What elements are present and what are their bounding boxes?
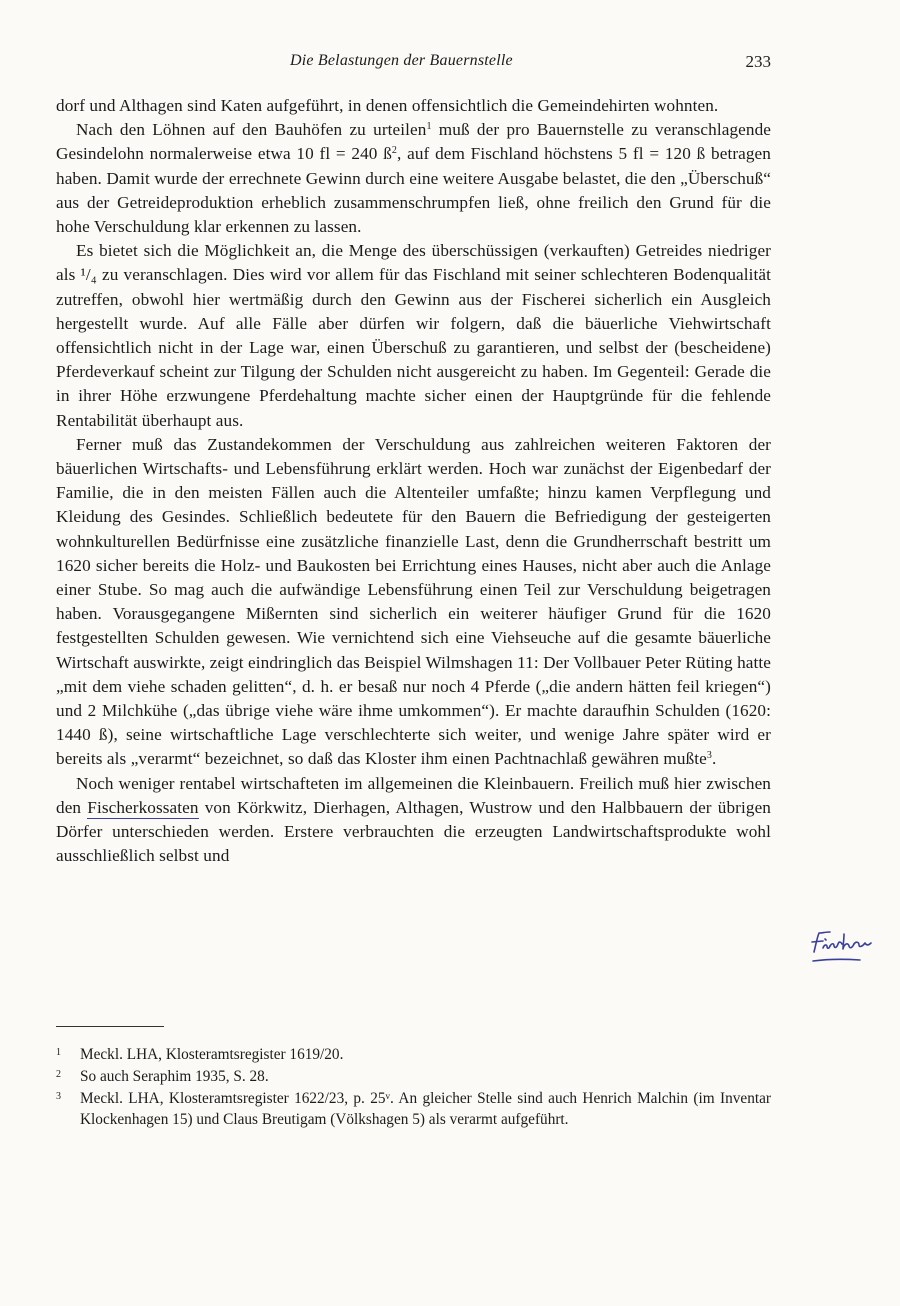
footnote-ref-1: 1 [426,121,432,133]
footnote-ref-2: 2 [391,145,398,157]
underlined-fischerkossaten: Fischerkossaten [87,797,199,817]
page-header [56,52,771,74]
paragraph-continued: dorf und Althagen sind Katen aufgeführt, in denen offensichtlich die Gemeindehirten wohnten. [56,96,719,115]
handwritten-fischer-icon [808,928,880,968]
paragraph-kleinbauern: Noch weniger rentabel wirtschafteten im allgemeinen die Kleinbauern. Freilich muß hier zwischen den Fischerkossaten von Körkwitz, Dierhagen, Althagen, Wustrow und den Halbbauern der übrigen Dörfer unterschieden werden. Erstere verbrauchten die erzeugten Landwirtschaftsprodukte wohl ausschließlich selbst und [56,773,771,866]
running-title: Die Belastungen der Bauernstelle [290,52,513,69]
body-text [56,94,771,869]
footnotes [56,1044,771,1131]
handwritten-margin-note [808,928,880,973]
paragraph-getreide: Es bietet sich die Möglichkeit an, die Menge des überschüssigen (verkauften) Getreides niedriger als ¹/₄ zu veranschlagen. Dies wird vor allem für das Fischland mit seiner schlechteren Bodenqualität zutreffen, obwohl hier wertmäßig durch den Gewinn aus der Fischerei sicherlich ein Ausgleich hergestellt wurde. Auf alle Fälle aber dürfen wir folgern, daß die bäuerliche Viehwirtschaft offensichtlich nicht in der Lage war, einen Überschuß zu garantieren, und selbst der (bescheidene) Pferdeverkauf scheint zur Tilgung der Schulden nicht ausgereicht zu haben. Im Gegenteil: Gerade die in ihrer Höhe erzwungene Pferdehaltung machte sicher einen der Hauptgründe für die fehlende Rentabilität überhaupt aus. [56,241,771,430]
footnote-1: 1 Meckl. LHA, Klosteramtsregister 1619/20. [56,1046,344,1063]
fraction-quarter: ¹/₄ [80,265,97,285]
footnote-2: 2 So auch Seraphim 1935, S. 28. [56,1067,269,1085]
paragraph-verschuldung: Ferner muß das Zustandekommen der Verschuldung aus zahlreichen weiteren Faktoren der bäuerlichen Wirtschafts- und Lebensführung erklärt werden. Hoch war zunächst der Eigenbedarf der Familie, die in den meisten Fällen auch die Altenteiler umfaßte; hinzu kamen Verpflegung und Kleidung des Gesindes. Schließlich bedeutete für den Bauern die Befriedigung der gesteigerten wohnkulturellen Bedürfnisse eine zusätzliche finanzielle Last, denn die Grundherrschaft bestritt um 1620 sicher bereits die Holz- und Baukosten bei Errichtung eines Hauses, nicht aber auch die Anlage einer Stube. So mag auch die aufwändige Lebensführung einen Teil zur Verschuldung beigetragen haben. Vorausgegangene Mißernten sind sicherlich ein weiterer häufiger Grund für die 1620 festgestellten Schulden gewesen. Wie vernichtend sich eine Viehseuche auf die gesamte bäuerliche Wirtschaft auswirkte, zeigt eindringlich das Beispiel Wilmshagen 11: Der Vollbauer Peter Rüting hatte „mit dem viehe schaden gelitten“, d. h. er besaß nur noch 4 Pferde („die andern hätten feil kriegen“) und 2 Milchkühe („das übrige viehe wäre ihme umkommen“). Er machte daraufhin Schulden (1620: 1440 ß), seine wirtschaftliche Lage verschlechterte sich weiter, und wenige Jahre später wird er bereits als „verarmt“ bezeichnet, so daß das Kloster ihm einen Pachtnachlaß gewähren mußte$^3$. [56,434,771,769]
paragraph-gesindelohn: Nach den Löhnen auf den Bauhöfen zu urteilen$^1$ muß der pro Bauernstelle zu veranschlagende Gesindelohn normalerweise etwa 10 fl = 240 $ß^2$, auf dem Fischland höchstens 5 fl = 120 ß betragen haben. Damit wurde der errechnete Gewinn durch eine weitere Ausgabe belastet, die den „Überschuß“ aus der Getreideproduktion erheblich zusammenschrumpfen ließ, ohne freilich den Grund für die hohe Verschuldung klar erkennen zu lassen. [56,120,771,237]
footnote-divider [56,1026,164,1027]
footnote-3: 3 Meckl. LHA, Klosteramtsregister 1622/23, p. 25ᵛ. An gleicher Stelle sind auch Henrich Malchin (im Inventar Klockenhagen 15) und Claus Breutigam (Völkshagen 5) als verarmt aufgeführt. [56,1089,771,1129]
page-number: 233 [745,52,771,71]
footnote-ref-3: 3 [706,750,713,762]
